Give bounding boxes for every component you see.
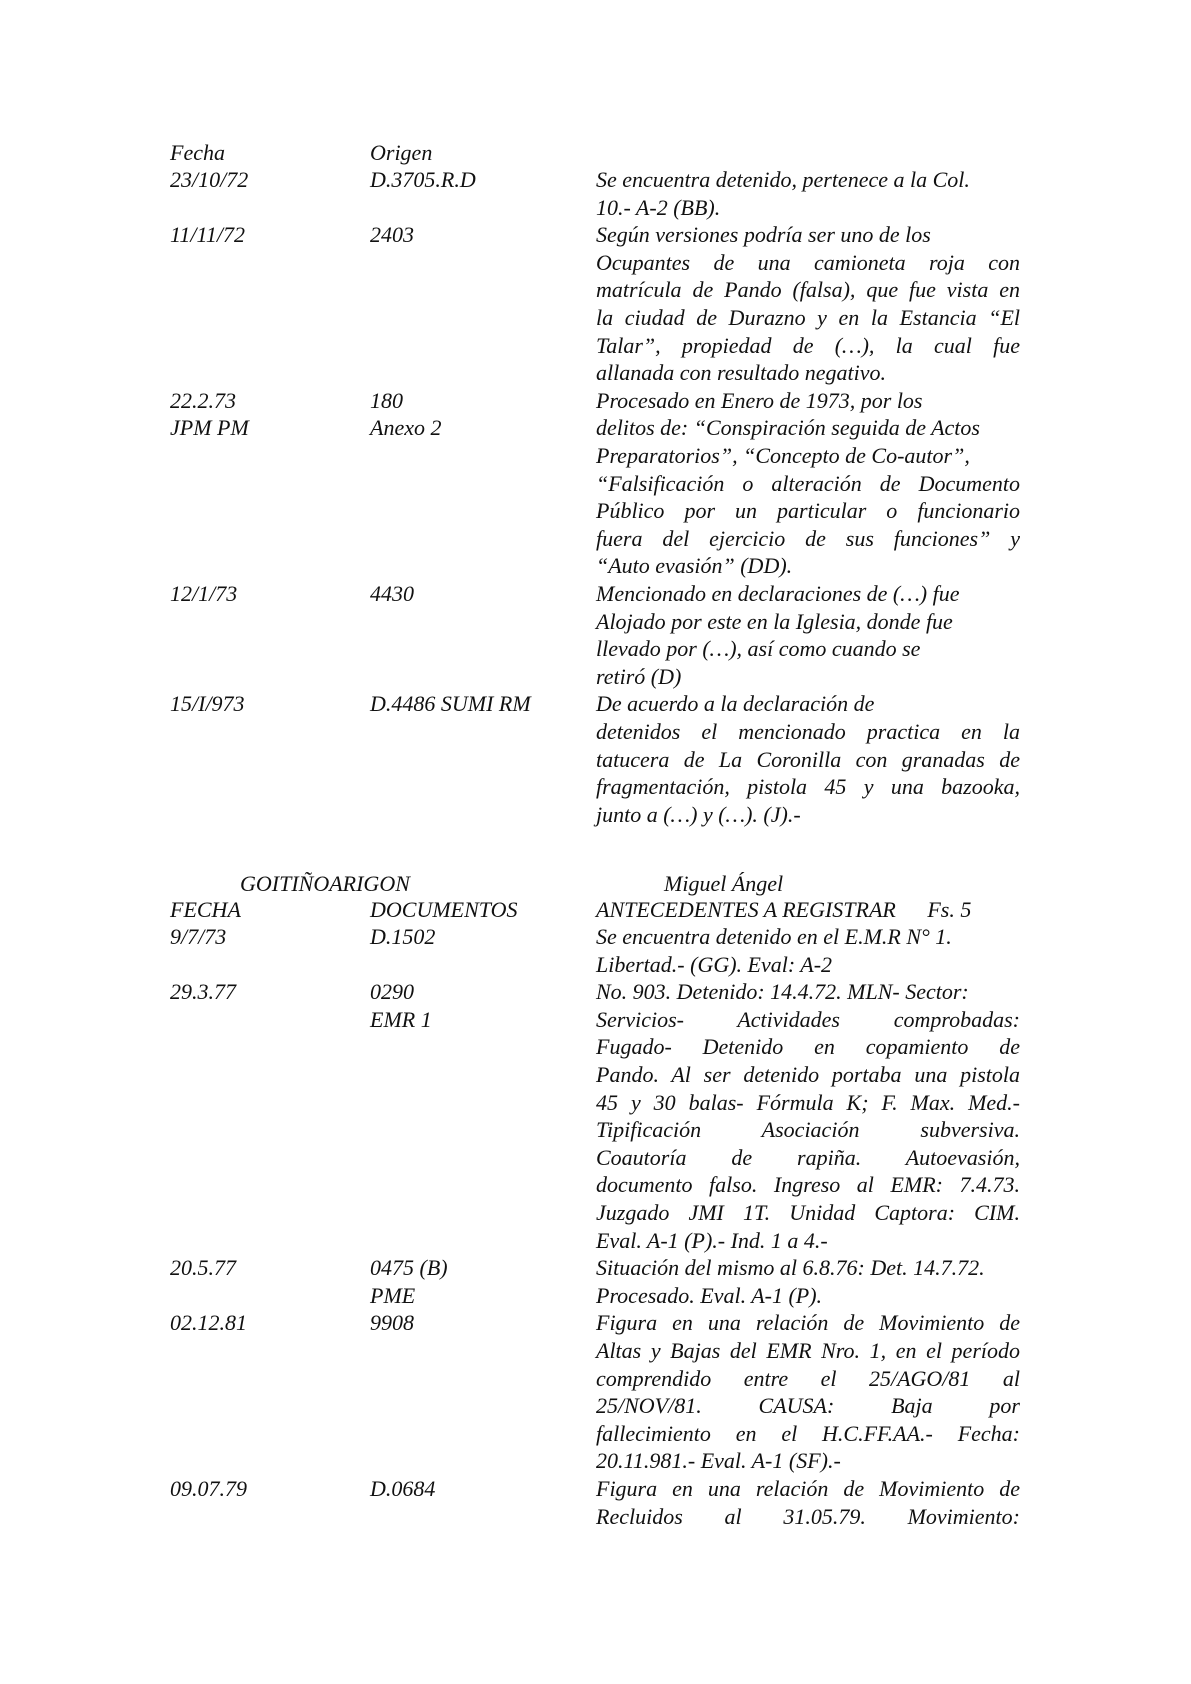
record-date: 23/10/72 [170, 167, 249, 192]
record-text: 45 y 30 balas- Fórmula K; F. Max. Med.- [596, 1089, 1020, 1115]
record-text: detenidos el mencionado practica en la [596, 719, 1020, 744]
record-date: 12/1/73 [170, 581, 238, 606]
header-fecha: Fecha [170, 140, 225, 165]
record-text: fuera del ejercicio de sus funciones” y [596, 525, 1020, 551]
record-origin: Anexo 2 [370, 415, 442, 441]
record-date: 15/I/973 [170, 691, 245, 717]
record-text: Alojado por este en la Iglesia, donde fue [596, 608, 953, 634]
record-origin: EMR 1 [370, 1006, 432, 1032]
header-origen: Origen [370, 140, 433, 165]
record-origin: D.1502 [370, 924, 436, 949]
record-text: Libertad.- (GG). Eval: A-2 [596, 951, 833, 977]
record-date: 20.5.77 [170, 1255, 236, 1281]
record-text: Recluidos al 31.05.79. Movimiento: [596, 1503, 1020, 1529]
record-origin: 4430 [370, 581, 414, 606]
record-text: Juzgado JMI 1T. Unidad Captora: CIM. [596, 1200, 1020, 1225]
record-text: Procesado. Eval. A-1 (P). [596, 1282, 823, 1308]
record-text: Situación del mismo al 6.8.76: Det. 14.7.72. [596, 1255, 985, 1281]
record-text: delitos de: “Conspiración seguida de Actos [596, 415, 980, 441]
record-text: Se encuentra detenido en el E.M.R N° 1. [596, 924, 952, 949]
record-text: documento falso. Ingreso al EMR: 7.4.73. [596, 1172, 1020, 1198]
record-text: matrícula de Pando (falsa), que fue vista en [596, 277, 1020, 303]
record-text: Coautoría de rapiña. Autoevasión, [596, 1144, 1020, 1170]
record-text: No. 903. Detenido: 14.4.72. MLN- Sector: [596, 979, 969, 1005]
record-text: comprendido entre el 25/AGO/81 al [596, 1365, 1020, 1391]
record-text: Altas y Bajas del EMR Nro. 1, en el período [596, 1338, 1020, 1363]
record-origin: PME [370, 1282, 416, 1308]
record-text: allanada con resultado negativo. [596, 360, 887, 386]
record-origin: D.0684 [370, 1476, 436, 1501]
header-antecedentes [596, 897, 1020, 923]
record-text: “Auto evasión” (DD). [596, 553, 793, 579]
record-text: 25/NOV/81. CAUSA: Baja por [596, 1393, 1020, 1419]
person-surname: GOITIÑOARIGON [240, 871, 410, 896]
record-text: Fugado- Detenido en copamiento de [596, 1034, 1020, 1060]
person-given-name: Miguel Ángel [664, 871, 784, 896]
record-date: JPM PM [170, 415, 249, 441]
record-text: Preparatorios”, “Concepto de Co-autor”, [596, 443, 970, 468]
record-origin: D.4486 SUMI RM [370, 691, 531, 717]
record-text: tatucera de La Coronilla con granadas de [596, 746, 1020, 772]
record-text: Pando. Al ser detenido portaba una pistola [596, 1062, 1020, 1087]
record-text: Tipificación Asociación subversiva. [596, 1117, 1020, 1143]
record-text: junto a (…) y (…). (J).- [596, 801, 801, 827]
header-fecha-caps: FECHA [170, 897, 241, 922]
record-text: “Falsificación o alteración de Documento [596, 470, 1020, 496]
record-text: Mencionado en declaraciones de (…) fue [596, 581, 960, 606]
record-origin: 0475 (B) [370, 1255, 448, 1281]
record-origin: 0290 [370, 979, 414, 1005]
record-date: 29.3.77 [170, 979, 236, 1005]
header-antecedentes-label: ANTECEDENTES A REGISTRAR [596, 897, 896, 922]
record-text: Figura en una relación de Movimiento de [596, 1310, 1020, 1336]
record-text: llevado por (…), así como cuando se [596, 636, 921, 662]
record-date: 9/7/73 [170, 924, 227, 949]
record-text: Ocupantes de una camioneta roja con [596, 249, 1020, 275]
record-text: fragmentación, pistola 45 y una bazooka, [596, 774, 1020, 800]
record-text: Servicios- Actividades comprobadas: [596, 1006, 1020, 1032]
record-text: 20.11.981.- Eval. A-1 (SF).- [596, 1448, 841, 1474]
record-text: fallecimiento en el H.C.FF.AA.- Fecha: [596, 1420, 1020, 1446]
record-text: De acuerdo a la declaración de [596, 691, 875, 717]
record-text: Talar”, propiedad de (…), la cual fue [596, 332, 1020, 358]
record-text: Público por un particular o funcionario [596, 498, 1020, 524]
record-text: Según versiones podría ser uno de los [596, 222, 931, 248]
record-text: Eval. A-1 (P).- Ind. 1 a 4.- [596, 1227, 828, 1253]
record-text: retiró (D) [596, 663, 682, 689]
record-origin: 180 [370, 387, 403, 413]
record-text: Procesado en Enero de 1973, por los [596, 387, 923, 413]
record-text: la ciudad de Durazno y en la Estancia “El [596, 305, 1020, 330]
record-origin: 2403 [370, 222, 414, 248]
record-text: Se encuentra detenido, pertenece a la Col. [596, 167, 970, 192]
record-text: 10.- A-2 (BB). [596, 194, 721, 220]
record-date: 09.07.79 [170, 1476, 247, 1501]
record-text: Figura en una relación de Movimiento de [596, 1476, 1020, 1501]
record-date: 22.2.73 [170, 387, 236, 413]
record-date: 02.12.81 [170, 1310, 247, 1336]
folio-number: Fs. 5 [927, 897, 972, 922]
record-origin: 9908 [370, 1310, 414, 1336]
record-date: 11/11/72 [170, 222, 245, 248]
header-documentos: DOCUMENTOS [370, 897, 518, 922]
record-origin: D.3705.R.D [370, 167, 476, 192]
